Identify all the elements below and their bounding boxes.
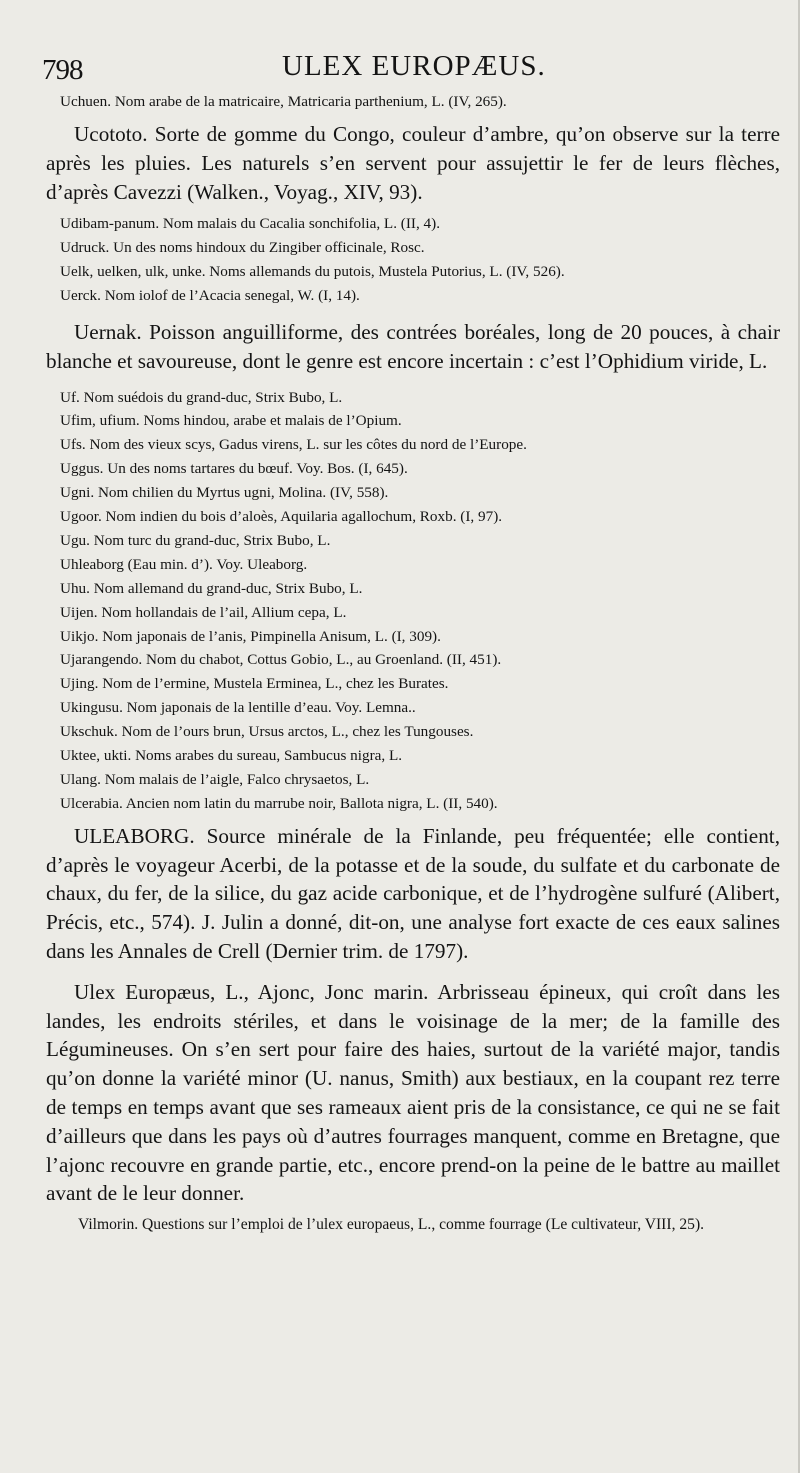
dictionary-entry: Uhleaborg (Eau min. d’). Voy. Uleaborg. [60,555,308,573]
page-header [42,50,776,90]
dictionary-entry: Ugoor. Nom indien du bois d’aloès, Aquilaria agallochum, Roxb. (I, 97). [60,508,503,526]
dictionary-entry: Ufim, ufium. Noms hindou, arabe et malais de l’Opium. [60,412,402,430]
entry-ucototo: Ucototo. Sorte de gomme du Congo, couleur d’ambre, qu’on observe sur la terre après les pluies. Les naturels s’en servent pour assujettir le fer de leurs flèches, d’après Cavezzi (Walken., Voyag., XIV, 93). [46,121,780,204]
dictionary-entry: Uktee, ukti. Noms arabes du sureau, Sambucus nigra, L. [60,747,403,765]
dictionary-entry: Ulang. Nom malais de l’aigle, Falco chrysaetos, L. [60,771,370,789]
entry-uleaborg: ULEABORG. Source minérale de la Finlande, peu fréquentée; elle contient, d’après le voyageur Acerbi, de la potasse et de la soude, du sulfate et du carbonate de chaux, du fer, de la silice, du gaz acide carbonique, et de l’hydrogène sulfuré (Alibert, Précis, etc., 574). J. Julin a donné, dit-on, une analyse fort exacte de ces eaux salines dans les Annales de Crell (Dernier trim. de 1797). [46,823,780,964]
dictionary-entry: Uijen. Nom hollandais de l’ail, Allium cepa, L. [60,603,347,621]
entry-list-c [46,386,780,816]
dictionary-entry: Ukschuk. Nom de l’ours brun, Ursus arctos, L., chez les Tungouses. [60,723,474,741]
dictionary-entry: Uelk, uelken, ulk, unke. Noms allemands du putois, Mustela Putorius, L. (IV, 526). [60,263,565,281]
entry-uernak: Uernak. Poisson anguilliforme, des contrées boréales, long de 20 pouces, à chair blanche et savoureuse, dont le genre est encore incertain : c’est l’Ophidium viride, L. [46,319,780,373]
dictionary-entry: Uerck. Nom iolof de l’Acacia senegal, W. (I, 14). [60,287,360,305]
dictionary-entry: Uikjo. Nom japonais de l’anis, Pimpinella Anisum, L. (I, 309). [60,627,441,645]
dictionary-entry: Uchuen. Nom arabe de la matricaire, Matricaria parthenium, L. (IV, 265). [60,93,507,110]
entry-list-b [46,212,780,308]
dictionary-entry: Ukingusu. Nom japonais de la lentille d’eau. Voy. Lemna.. [60,699,416,717]
dictionary-entry: Ufs. Nom des vieux scys, Gadus virens, L. sur les côtes du nord de l’Europe. [60,436,527,454]
page-body [46,90,780,1236]
dictionary-entry: Ujing. Nom de l’ermine, Mustela Erminea, L., chez les Burates. [60,675,449,693]
dictionary-entry: Uhu. Nom allemand du grand-duc, Strix Bubo, L. [60,579,363,597]
running-title: ULEX EUROPÆUS. [282,50,546,82]
dictionary-entry: Udibam-panum. Nom malais du Cacalia sonchifolia, L. (II, 4). [60,215,441,233]
dictionary-entry: Ujarangendo. Nom du chabot, Cottus Gobio, L., au Groenland. (II, 451). [60,651,502,669]
dictionary-entry: Ugu. Nom turc du grand-duc, Strix Bubo, L. [60,531,331,549]
dictionary-entry: Ugni. Nom chilien du Myrtus ugni, Molina. (IV, 558). [60,484,389,502]
bibliographic-note: Vilmorin. Questions sur l’emploi de l’ulex europaeus, L., comme fourrage (Le cultivateur, VIII, 25). [78,1216,705,1234]
dictionary-entry: Uggus. Un des noms tartares du bœuf. Voy. Bos. (I, 645). [60,460,408,478]
page-number: 798 [42,54,83,86]
dictionary-entry: Uf. Nom suédois du grand-duc, Strix Bubo, L. [60,388,343,406]
dictionary-entry: Udruck. Un des noms hindoux du Zingiber officinale, Rosc. [60,239,425,257]
dictionary-entry: Ulcerabia. Ancien nom latin du marrube noir, Ballota nigra, L. (II, 540). [60,794,498,812]
entry-ulex-europaeus: Ulex Europæus, L., Ajonc, Jonc marin. Arbrisseau épineux, qui croît dans les landes, les endroits stériles, et dans le voisinage de la mer; de la famille des Légumineuses. On s’en sert pour faire des haies, surtout de la variété major, tandis qu’on donne la variété minor (U. nanus, Smith) aux bestiaux, en la coupant rez terre de temps en temps avant que ses rameaux aient pris de la consistance, ce qui ne se fait d’ailleurs que dans les pays où d’autres fourrages manquent, comme en Bretagne, que l’ajonc recouvre en grande partie, etc., encore prend-on la peine de le battre au maillet avant de le leur donner. [46,979,780,1206]
